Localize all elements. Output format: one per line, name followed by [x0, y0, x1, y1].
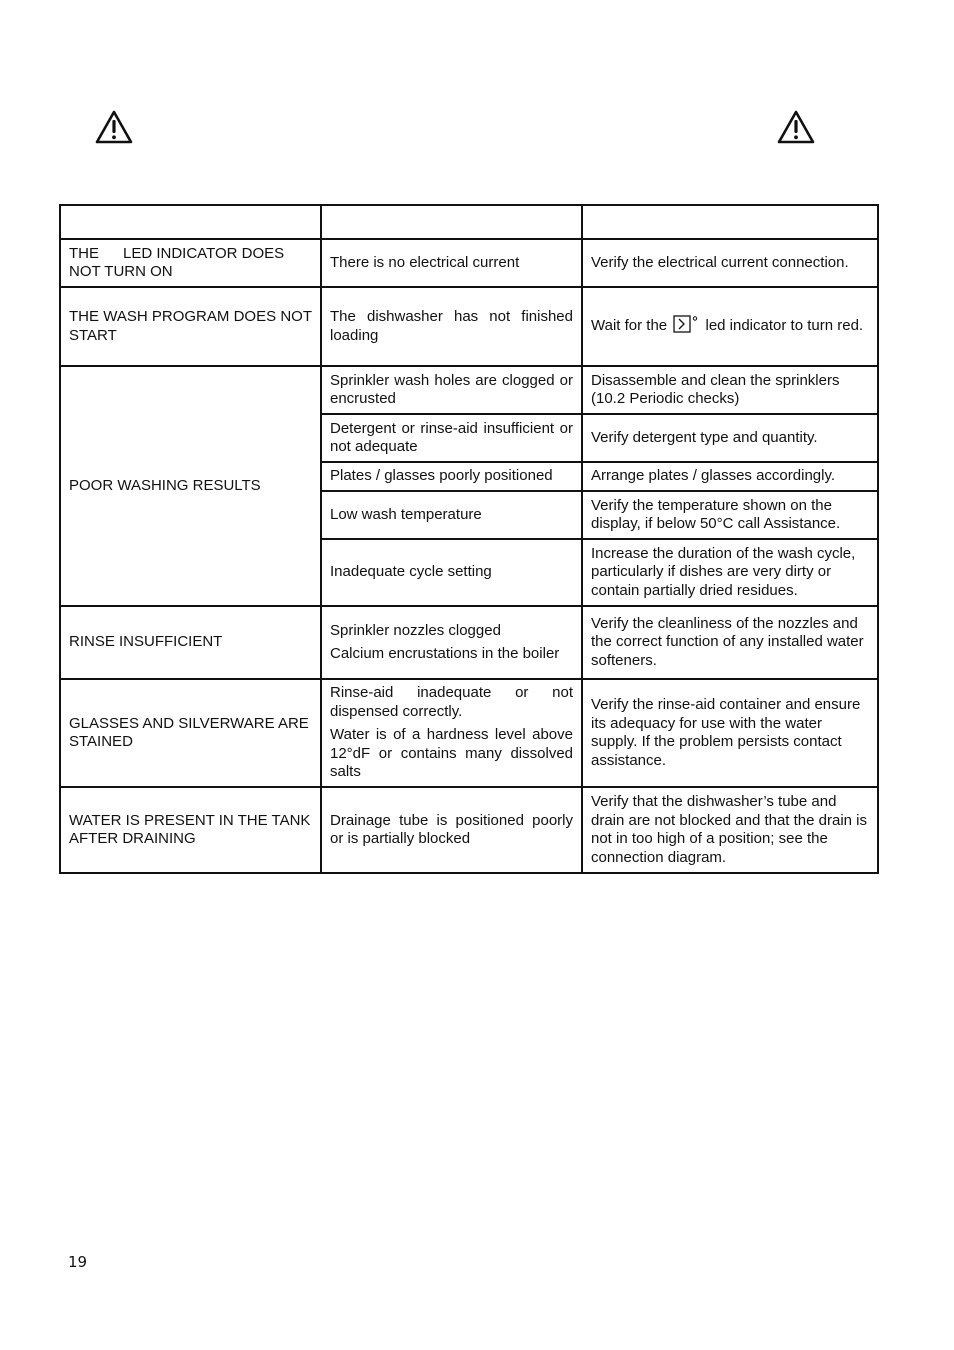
warning-triangle-icon — [95, 109, 133, 145]
solution-cell: Verify the electrical current connection. — [582, 239, 878, 287]
solution-cell: Wait for the led indicator to turn red. — [582, 287, 878, 366]
solution-cell: Verify detergent type and quantity. — [582, 414, 878, 462]
page-number: 19 — [68, 1253, 88, 1271]
header-problem — [60, 205, 321, 239]
table-row — [60, 366, 878, 414]
table-row — [60, 787, 878, 873]
table-row — [60, 287, 878, 366]
cause-cell: Sprinkler nozzles clogged Calcium encrustations in the boiler — [321, 606, 582, 679]
cause-cell: Plates / glasses poorly positioned — [321, 462, 582, 491]
solution-cell: Verify the cleanliness of the nozzles and the correct function of any installed water softeners. — [582, 606, 878, 679]
table-row — [60, 679, 878, 787]
header-solution — [582, 205, 878, 239]
problem-cell: THE WASH PROGRAM DOES NOT START — [60, 287, 321, 366]
table-row — [60, 239, 878, 287]
cause-cell: Inadequate cycle setting — [321, 539, 582, 606]
problem-cell: THE LED INDICATOR DOES NOT TURN ON — [60, 239, 321, 287]
cause-cell: Drainage tube is positioned poorly or is partially blocked — [321, 787, 582, 873]
door-led-icon — [673, 315, 699, 339]
table-row — [60, 606, 878, 679]
solution-cell: Increase the duration of the wash cycle, particularly if dishes are very dirty or contain partially dried residues. — [582, 539, 878, 606]
cause-cell: There is no electrical current — [321, 239, 582, 287]
problem-cell: WATER IS PRESENT IN THE TANK AFTER DRAINING — [60, 787, 321, 873]
table-header-row — [60, 205, 878, 239]
solution-cell: Verify the rinse-aid container and ensure its adequacy for use with the water supply. If the problem persists contact assistance. — [582, 679, 878, 787]
cause-cell: The dishwasher has not finished loading — [321, 287, 582, 366]
cause-cell: Rinse-aid inadequate or not dispensed correctly. Water is of a hardness level above 12°dF or contains many dissolved salts — [321, 679, 582, 787]
cause-cell: Low wash temperature — [321, 491, 582, 539]
cause-cell: Sprinkler wash holes are clogged or encrusted — [321, 366, 582, 414]
solution-cell: Verify the temperature shown on the display, if below 50°C call Assistance. — [582, 491, 878, 539]
solution-cell: Disassemble and clean the sprinklers (10.2 Periodic checks) — [582, 366, 878, 414]
problem-cell: GLASSES AND SILVERWARE ARE STAINED — [60, 679, 321, 787]
problem-cell: POOR WASHING RESULTS — [60, 366, 321, 606]
cause-cell: Detergent or rinse-aid insufficient or not adequate — [321, 414, 582, 462]
solution-cell: Verify that the dishwasher’s tube and drain are not blocked and that the drain is not in too high of a position; see the connection diagram. — [582, 787, 878, 873]
problem-cell: RINSE INSUFFICIENT — [60, 606, 321, 679]
solution-cell: Arrange plates / glasses accordingly. — [582, 462, 878, 491]
troubleshooting-table — [59, 204, 879, 874]
header-cause — [321, 205, 582, 239]
warning-triangle-icon — [777, 109, 815, 145]
